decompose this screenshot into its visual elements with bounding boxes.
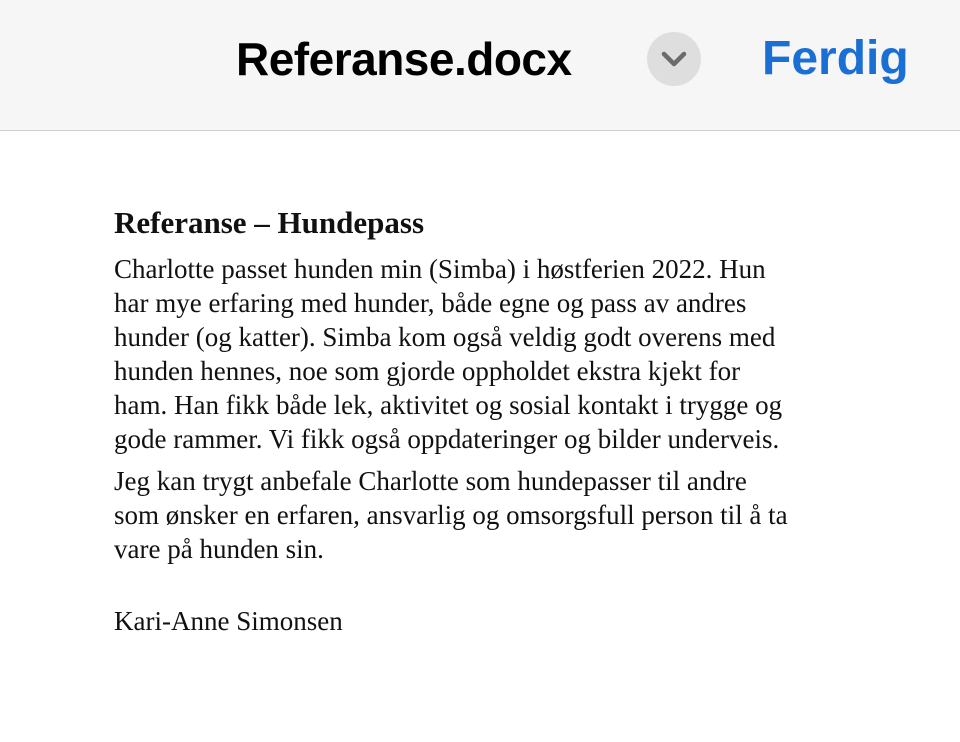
text-line: hunden hennes, noe som gjorde oppholdet ekstra kjekt for: [114, 356, 741, 386]
text-line: hunder (og katter). Simba kom også veldig godt overens med: [114, 322, 776, 352]
text-line: Charlotte passet hunden min (Simba) i høstferien 2022. Hun: [114, 254, 766, 284]
text-line: vare på hunden sin.: [114, 534, 324, 564]
text-line: Jeg kan trygt anbefale Charlotte som hundepasser til andre: [114, 466, 747, 496]
text-line: gode rammer. Vi fikk også oppdateringer og bilder underveis.: [114, 424, 780, 454]
document-heading: Referanse – Hundepass: [114, 205, 425, 240]
document-title[interactable]: Referanse.docx: [236, 33, 572, 85]
text-line: ham. Han fikk både lek, aktivitet og sosial kontakt i trygge og: [114, 390, 783, 420]
done-button[interactable]: Ferdig: [762, 32, 909, 85]
text-line: som ønsker en erfaren, ansvarlig og omsorgsfull person til å ta: [114, 500, 788, 530]
text-line: har mye erfaring med hunder, både egne og pass av andres: [114, 288, 747, 318]
top-bar: [0, 0, 960, 131]
paragraph-1: [114, 252, 874, 456]
title-menu-button[interactable]: [647, 32, 701, 86]
paragraph-2: [114, 464, 874, 566]
signature: Kari-Anne Simonsen: [114, 606, 343, 636]
chevron-down-icon: [661, 51, 687, 67]
document-body: [114, 200, 874, 638]
